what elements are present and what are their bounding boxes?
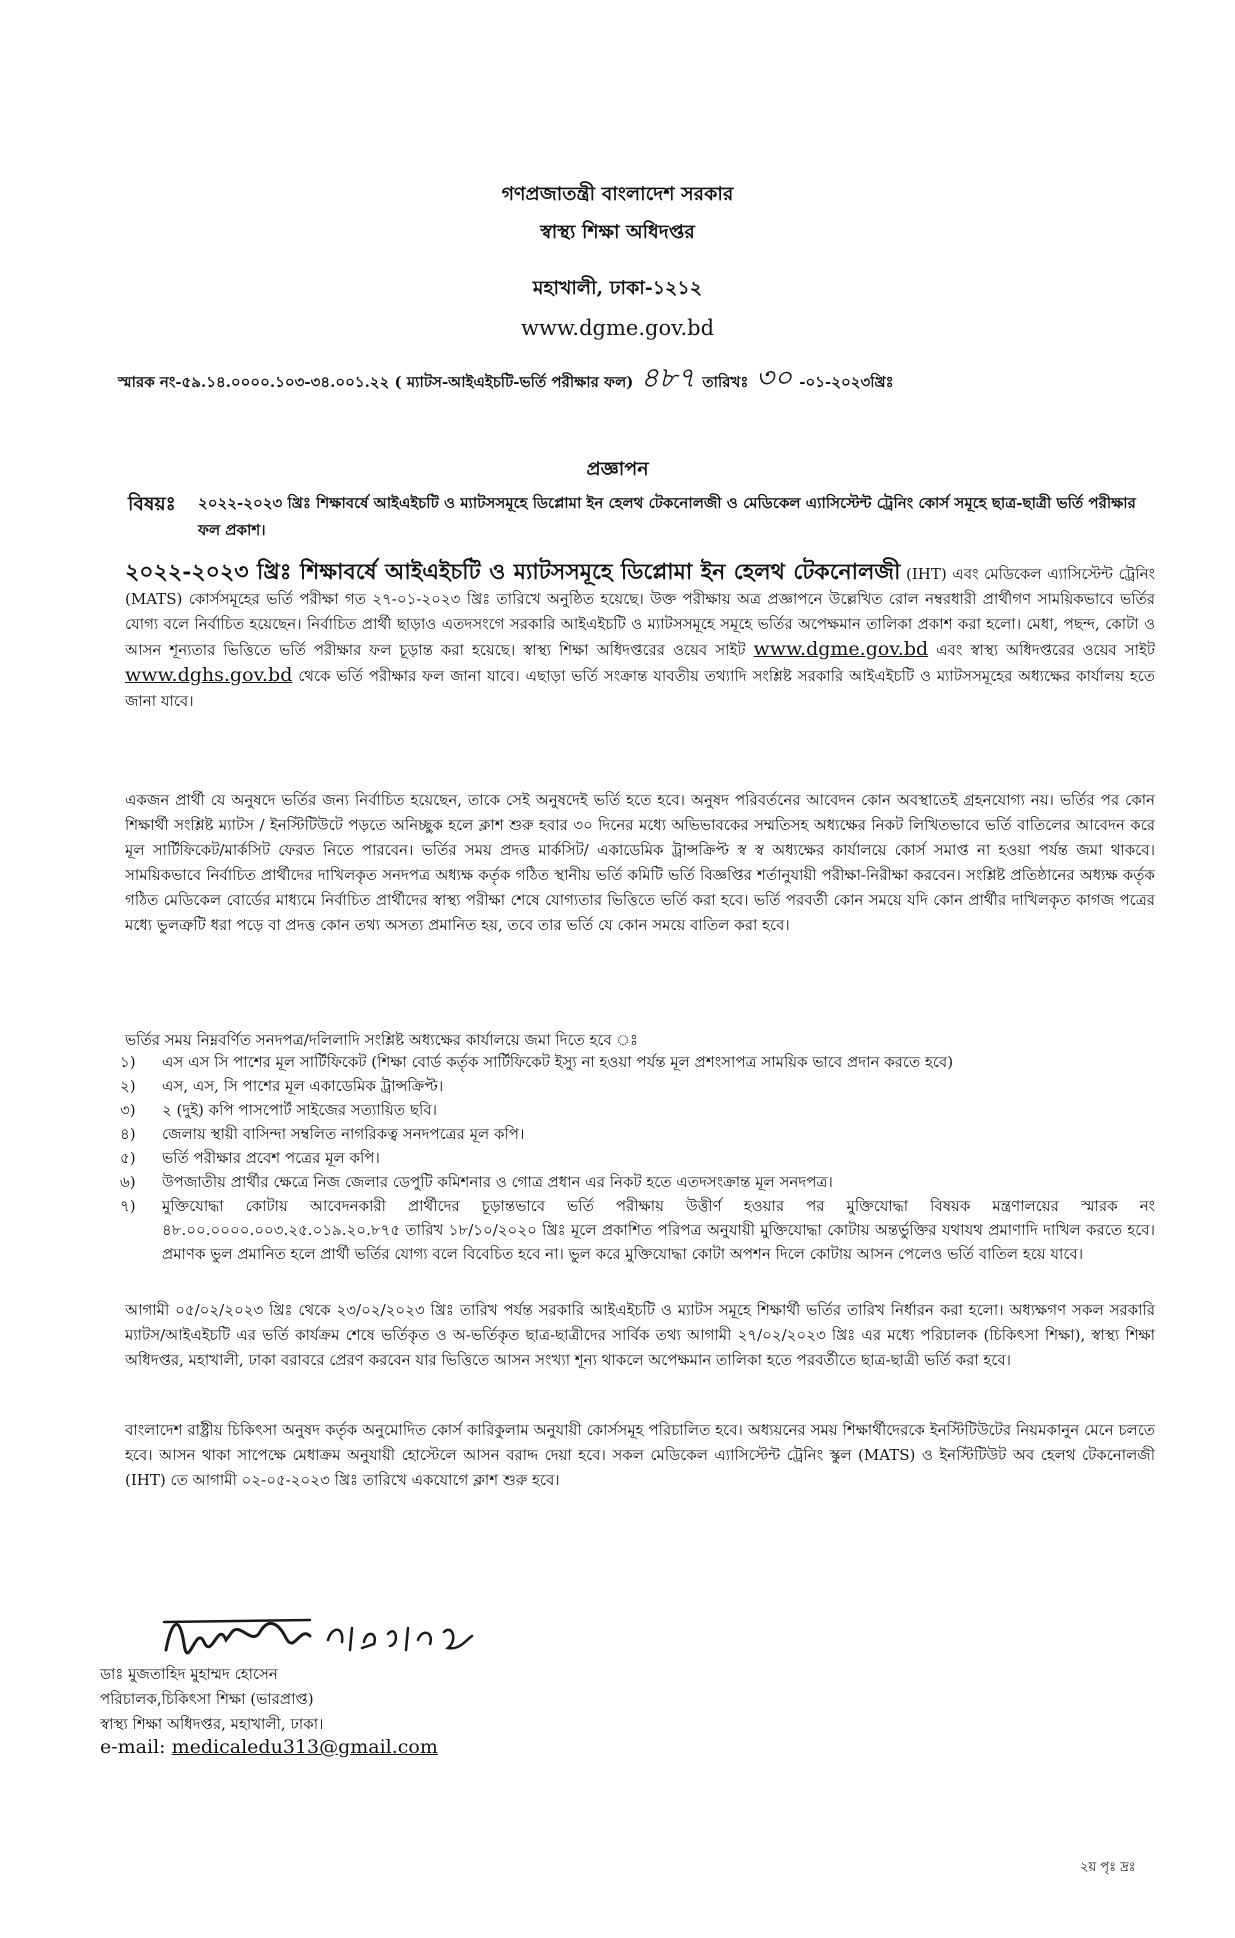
list-item-number: ৬) [120, 1173, 136, 1191]
email-label: e-mail: [100, 1736, 166, 1758]
list-item-text: ২ (দুই) কপি পাসপোর্ট সাইজের সত্যায়িত ছবি। [162, 1101, 437, 1119]
signatory-designation: পরিচালক,চিকিৎসা শিক্ষা (ভারপ্রাপ্ত) [100, 1690, 314, 1708]
signatory-office: স্বাস্থ্য শিক্ষা অধিদপ্তর, মহাখালী, ঢাকা। [100, 1715, 324, 1733]
list-item-text: মুক্তিযোদ্ধা কোটায় আবেদনকারী প্রার্থীদের চূড়ান্তভাবে ভর্তি পরীক্ষায় উত্তীর্ণ হওয়ার পর মুক্তিযোদ্ধা বিষয়ক মন্ত্রণালয়ের স্মারক নং ৪৮.০০.০০০০.০০৩.২৫.০১৯.২০.৮৭৫ তারিখ ১৮/১০/২০২০ খ্রিঃ মূলে প্রকাশিত পরিপত্র অনুযায়ী মুক্তিযোদ্ধা কোটায় অন্তর্ভুক্তির যথাযথ প্রমাণাদি দাখিল করতে হবে। প্রমাণক ভুল প্রমানিত হলে প্রার্থী ভর্তির যোগ্য বলে বিবেচিত হবে না। ভুল করে মুক্তিযোদ্ধা কোটা অপশন দিলে কোটায় আসন পেলেও ভর্তি বাতিল হয়ে যাবে। [162, 1197, 1155, 1263]
required-documents-list [120, 1050, 1155, 1266]
results-text-b: এবং স্বাস্থ্য অধিদপ্তরের ওয়েব সাইট [928, 641, 1155, 659]
email-row [100, 1736, 438, 1758]
website-link[interactable]: www.dgme.gov.bd [520, 316, 715, 340]
signatory-block [100, 1662, 323, 1737]
department-name: স্বাস্থ্য শিক্ষা অধিদপ্তর [540, 221, 695, 243]
list-item-number: ৩) [120, 1101, 136, 1119]
results-heading: ২০২২-২০২৩ খ্রিঃ শিক্ষাবর্ষে আইএইচটি ও ম্যাটসসমূহে ডিপ্লোমা ইন হেলথ টেকনোলজী [125, 559, 901, 585]
paragraph-results [125, 560, 1155, 714]
memo-reference-line [118, 356, 1178, 403]
list-item-number: ২) [120, 1077, 136, 1095]
memo-reference: স্মারক নং-৫৯.১৪.০০০০.১০৩-৩৪.০০১.২২ ( ম্যাটস-আইএইচটি-ভর্তি পরীক্ষার ফল) [118, 373, 634, 391]
subject-label: বিষয়ঃ [128, 493, 176, 515]
handwritten-signature [160, 1610, 480, 1664]
results-text-a: (IHT) এবং মেডিকেল এ্যাসিস্টেন্ট ট্রেনিং (MATS) কোর্সসমূহের ভর্তি পরীক্ষা গত ২৭-০১-২০২৩ খ্রিঃ তারিখে অনুষ্ঠিত হয়েছে। উক্ত পরীক্ষায় অত্র প্রজ্ঞাপনে উল্লেখিত রোল নম্বরধারী প্রার্থীগণ সাময়িকভাবে ভর্তির যোগ্য বলে নির্বাচিত হয়েছেন। নির্বাচিত প্রার্থী ছাড়াও এতদসংগে সরকারি আইএইচটি ও ম্যাটসসমূহে সমূহে ভর্তির অপেক্ষমান তালিকা প্রকাশ করা হলো। মেধা, পছন্দ, কোটা ও আসন শূন্যতার ভিত্তিতে ভর্তি পরীক্ষার ফল চূড়ান্ত করা হয়েছে। স্বাস্থ্য শিক্ষা অধিদপ্তরের ওয়েব সাইট [125, 565, 1155, 659]
list-item-number: ৭) [120, 1197, 136, 1215]
dghs-link[interactable]: www.dghs.gov.bd [125, 664, 293, 686]
list-item-number: ১) [120, 1053, 136, 1071]
signatory-name: ডাঃ মুজতাহিদ মুহাম্মদ হোসেন [100, 1665, 278, 1683]
list-item [120, 1170, 1155, 1194]
notice-title: প্রজ্ঞাপন [586, 458, 649, 480]
date-rest: -০১-২০২৩খ্রিঃ [799, 373, 894, 391]
list-item-text: উপজাতীয় প্রার্থীর ক্ষেত্রে নিজ জেলার ডেপুটি কমিশনার ও গোত্র প্রধান এর নিকট হতে এতদসংক্রান্ত মূল সনদপত্র। [162, 1173, 833, 1191]
memo-number-handwritten: ৪৮৭ [640, 361, 696, 394]
list-item [120, 1122, 1155, 1146]
date-day-handwritten: ৩০ [755, 361, 793, 394]
list-item-text: জেলায় স্থায়ী বাসিন্দা সম্বলিত নাগরিকত্ব সনদপত্রের মূল কপি। [162, 1125, 525, 1143]
government-name: গণপ্রজাতন্ত্রী বাংলাদেশ সরকার [501, 183, 734, 205]
page-continuation-note: ২য় পৃঃ দ্রঃ [1080, 1860, 1136, 1875]
office-address: মহাখালী, ঢাকা-১২১২ [532, 277, 703, 299]
list-item [120, 1098, 1155, 1122]
list-item-text: ভর্তি পরীক্ষার প্রবেশ পত্রের মূল কপি। [162, 1149, 380, 1167]
list-item [120, 1194, 1155, 1266]
letterhead [0, 180, 1235, 340]
results-text-c: থেকে ভর্তি পরীক্ষার ফল জানা যাবে। এছাড়া ভর্তি সংক্রান্ত যাবতীয় তথ্যাদি সংশ্লিষ্ট সরকারি আইএইচটি ও ম্যাটসসমূহের অধ্যক্ষের কার্যালয় হতে জানা যাবে। [125, 667, 1155, 710]
date-label: তারিখঃ [702, 373, 749, 391]
paragraph-documents-intro: ভর্তির সময় নিম্নবর্ণিত সনদপত্র/দলিলাদি সংশ্লিষ্ট অধ্যক্ষের কার্যালয়ে জমা দিতে হবে ঃ [125, 1031, 639, 1049]
list-item [120, 1074, 1155, 1098]
paragraph-admission-dates: আগামী ০৫/০২/২০২৩ খ্রিঃ থেকে ২৩/০২/২০২৩ খ্রিঃ তারিখ পর্যন্ত সরকারি আইএইচটি ও ম্যাটস সমূহে শিক্ষার্থী ভর্তির তারিখ নির্ধারন করা হলো। অধ্যক্ষগণ সকল সরকারি ম্যাটস/আইএইচটি এর ভর্তি কার্যক্রম শেষে ভর্তিকৃত ও অ-ভর্তিকৃত ছাত্র-ছাত্রীদের সার্বিক তথ্য আগামী ২৭/০২/২০২৩ খ্রিঃ এর মধ্যে পরিচালক (চিকিৎসা শিক্ষা), স্বাস্থ্য শিক্ষা অধিদপ্তর, মহাখালী, ঢাকা বরাবরে প্রেরণ করবেন যার ভিত্তিতে আসন সংখ্যা শূন্য থাকলে অপেক্ষমান তালিকা হতে পরবর্তীতে ছাত্র-ছাত্রী ভর্তি করা হবে। [125, 1301, 1155, 1369]
subject-block [128, 490, 1158, 544]
email-link[interactable]: medicaledu313@gmail.com [171, 1736, 438, 1758]
list-item [120, 1050, 1155, 1074]
list-item-text: এস, এস, সি পাশের মূল একাডেমিক ট্রান্সক্রিপ্ট। [162, 1077, 444, 1095]
list-item-text: এস এস সি পাশের মূল সার্টিফিকেট (শিক্ষা বোর্ড কর্তৃক সার্টিফিকেট ইস্যু না হওয়া পর্যন্ত মূল প্রশংসাপত্র সাময়িক ভাবে প্রদান করতে হবে) [162, 1053, 954, 1071]
list-item [120, 1146, 1155, 1170]
paragraph-course-info: বাংলাদেশ রাষ্ট্রীয় চিকিৎসা অনুষদ কর্তৃক অনুমোদিত কোর্স কারিকুলাম অনুযায়ী কোর্সসমূহ পরিচালিত হবে। অধ্যয়নের সময় শিক্ষার্থীদেরকে ইনস্টিটিউটের নিয়মকানুন মেনে চলতে হবে। আসন থাকা সাপেক্ষে মেধাক্রম অনুযায়ী হোস্টেলে আসন বরাদ্দ দেয়া হবে। সকল মেডিকেল এ্যাসিস্টেন্ট ট্রেনিং স্কুল (MATS) ও ইনস্টিটিউট অব হেলথ টেকনোলজী (IHT) তে আগামী ০২-০৫-২০২৩ খ্রিঃ তারিখে একযোগে ক্লাশ শুরু হবে। [125, 1421, 1155, 1489]
list-item-number: ৪) [120, 1125, 136, 1143]
dgme-link[interactable]: www.dgme.gov.bd [753, 638, 929, 660]
subject-text: ২০২২-২০২৩ খ্রিঃ শিক্ষাবর্ষে আইএইচটি ও ম্যাটসসমূহে ডিপ্লোমা ইন হেলথ টেকনোলজী ও মেডিকেল এ্যাসিস্টেন্ট ট্রেনিং কোর্স সমূহে ছাত্র-ছাত্রী ভর্তি পরীক্ষার ফল প্রকাশ। [198, 494, 1136, 539]
list-item-number: ৫) [120, 1149, 136, 1167]
paragraph-admission-rules: একজন প্রার্থী যে অনুষদে ভর্তির জন্য নির্বাচিত হয়েছেন, তাকে সেই অনুষদেই ভর্তি হতে হবে। অনুষদ পরিবর্তনের আবেদন কোন অবস্থাতেই গ্রহনযোগ্য নয়। ভর্তির পর কোন শিক্ষার্থী সংশ্লিষ্ট ম্যাটস / ইনস্টিটিউটে পড়তে অনিচ্ছুক হলে ক্লাশ শুরু হবার ৩০ দিনের মধ্যে অভিভাবকের সম্মতিসহ অধ্যক্ষের নিকট লিখিতভাবে ভর্তি বাতিলের আবেদন করে মূল সার্টিফিকেট/মার্কসিট ফেরত নিতে পারবেন। ভর্তির সময় প্রদত্ত মার্কসিট/ একাডেমিক ট্রান্সক্রিপ্ট স্ব স্ব অধ্যক্ষের কার্যালয়ে কোর্স সমাপ্ত না হওয়া পর্যন্ত জমা থাকবে। সাময়িকভাবে নির্বাচিত প্রার্থীদের দাখিলকৃত সনদপত্র অধ্যক্ষ কর্তৃক গঠিত স্থানীয় ভর্তি কমিটি ভর্তি বিজ্ঞপ্তির শর্তানুযায়ী পরীক্ষা-নিরীক্ষা করবেন। সংশ্লিষ্ট প্রতিষ্ঠানের অধ্যক্ষ কর্তৃক গঠিত মেডিকেল বোর্ডের মাধ্যমে নির্বাচিত প্রার্থীদের স্বাস্থ্য পরীক্ষা শেষে যোগ্যতার ভিত্তিতে ভর্তি করা হবে। ভর্তি পরবর্তী কোন সময়ে যদি কোন প্রার্থীর দাখিলকৃত কাগজ পত্রের মধ্যে ভুলত্রুটি ধরা পড়ে বা প্রদত্ত কোন তথ্য অসত্য প্রমানিত হয়, তবে তার ভর্তি যে কোন সময়ে বাতিল করা হবে। [125, 791, 1155, 934]
